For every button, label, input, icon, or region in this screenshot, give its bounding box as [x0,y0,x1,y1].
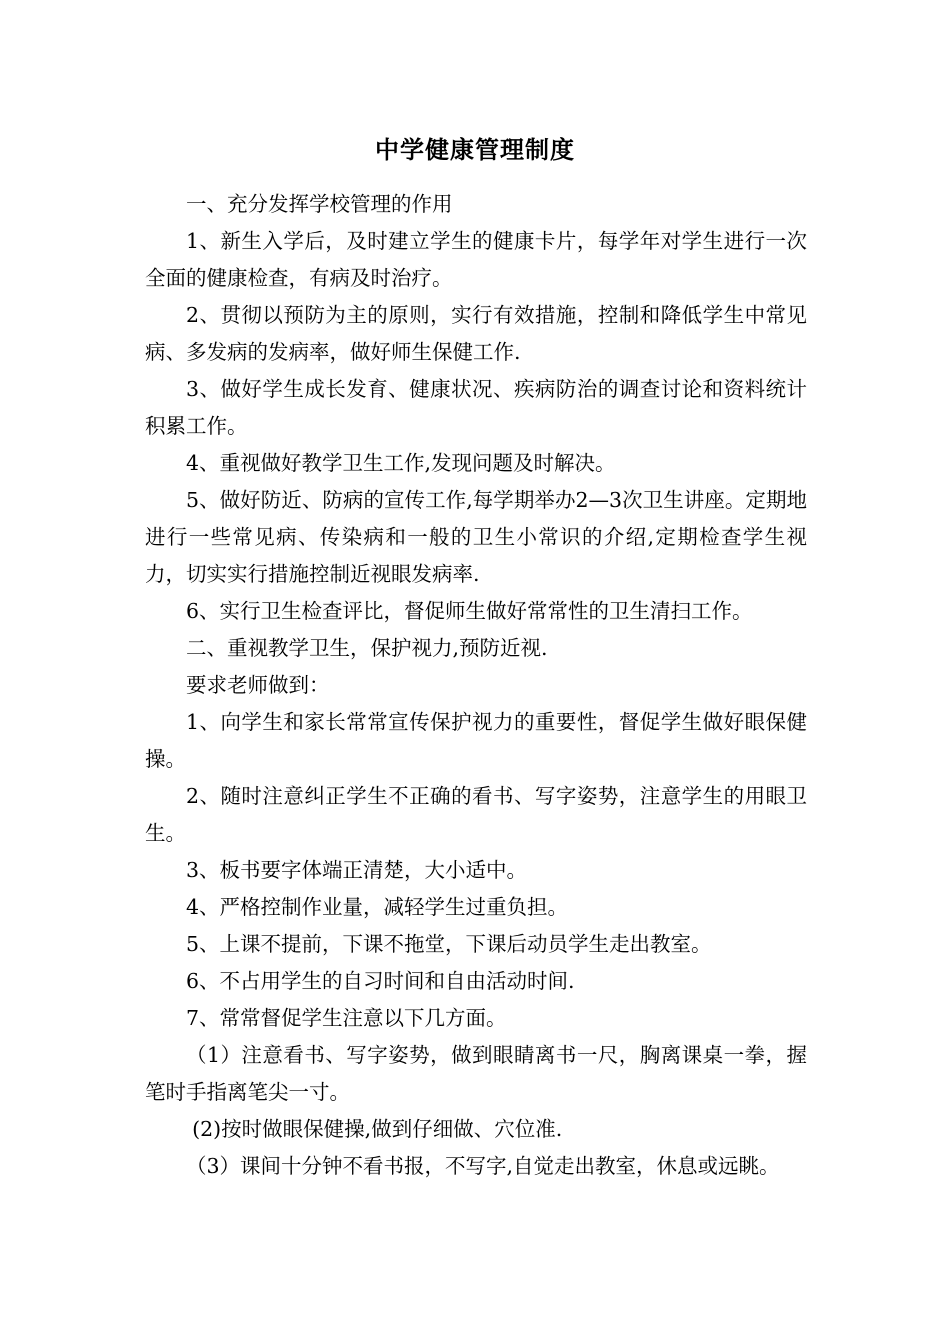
paragraph: 5、上课不提前，下课不拖堂，下课后动员学生走出教室。 [186,932,712,956]
paragraph: 要求老师做到： [186,673,330,697]
paragraph: 1、新生入学后，及时建立学生的健康卡片，每学年对学生进行一次全面的健康检查，有病及时治疗。 [145,229,807,290]
paragraph: 6、不占用学生的自习时间和自由活动时间. [186,969,575,993]
paragraph: 4、严格控制作业量，减轻学生过重负担。 [186,895,569,919]
document-body [145,186,807,1185]
paragraph: 7、常常督促学生注意以下几方面。 [186,1006,507,1030]
document-title: 中学健康管理制度 [375,135,575,164]
sub-paragraph: （1）注意看书、写字姿势，做到眼睛离书一尺，胸离课桌一拳，握笔时手指离笔尖一寸。 [145,1043,807,1104]
section-heading: 一、充分发挥学校管理的作用 [186,192,453,216]
paragraph: 2、随时注意纠正学生不正确的看书、写字姿势，注意学生的用眼卫生。 [145,784,807,845]
paragraph: 3、板书要字体端正清楚，大小适中。 [186,858,528,882]
paragraph: 6、实行卫生检查评比，督促师生做好常常性的卫生清扫工作。 [186,599,753,623]
paragraph: 4、重视做好教学卫生工作,发现问题及时解决。 [186,451,616,475]
paragraph: 2、贯彻以预防为主的原则，实行有效措施，控制和降低学生中常见病、多发病的发病率，做好师生保健工作. [145,303,807,364]
paragraph: 3、做好学生成长发育、健康状况、疾病防治的调查讨论和资料统计积累工作。 [145,377,807,438]
sub-paragraph: (2)按时做眼保健操,做到仔细做、穴位准. [192,1117,563,1141]
paragraph: 5、做好防近、防病的宣传工作,每学期举办2—3次卫生讲座。定期地进行一些常见病、传染病和一般的卫生小常识的介绍,定期检查学生视力，切实实行措施控制近视眼发病率. [145,488,807,586]
sub-paragraph: （3）课间十分钟不看书报，不写字,自觉走出教室，休息或远眺。 [186,1154,780,1178]
paragraph: 1、向学生和家长常常宣传保护视力的重要性，督促学生做好眼保健操。 [145,710,807,771]
section-heading: 二、重视教学卫生，保护视力,预防近视. [186,636,548,660]
